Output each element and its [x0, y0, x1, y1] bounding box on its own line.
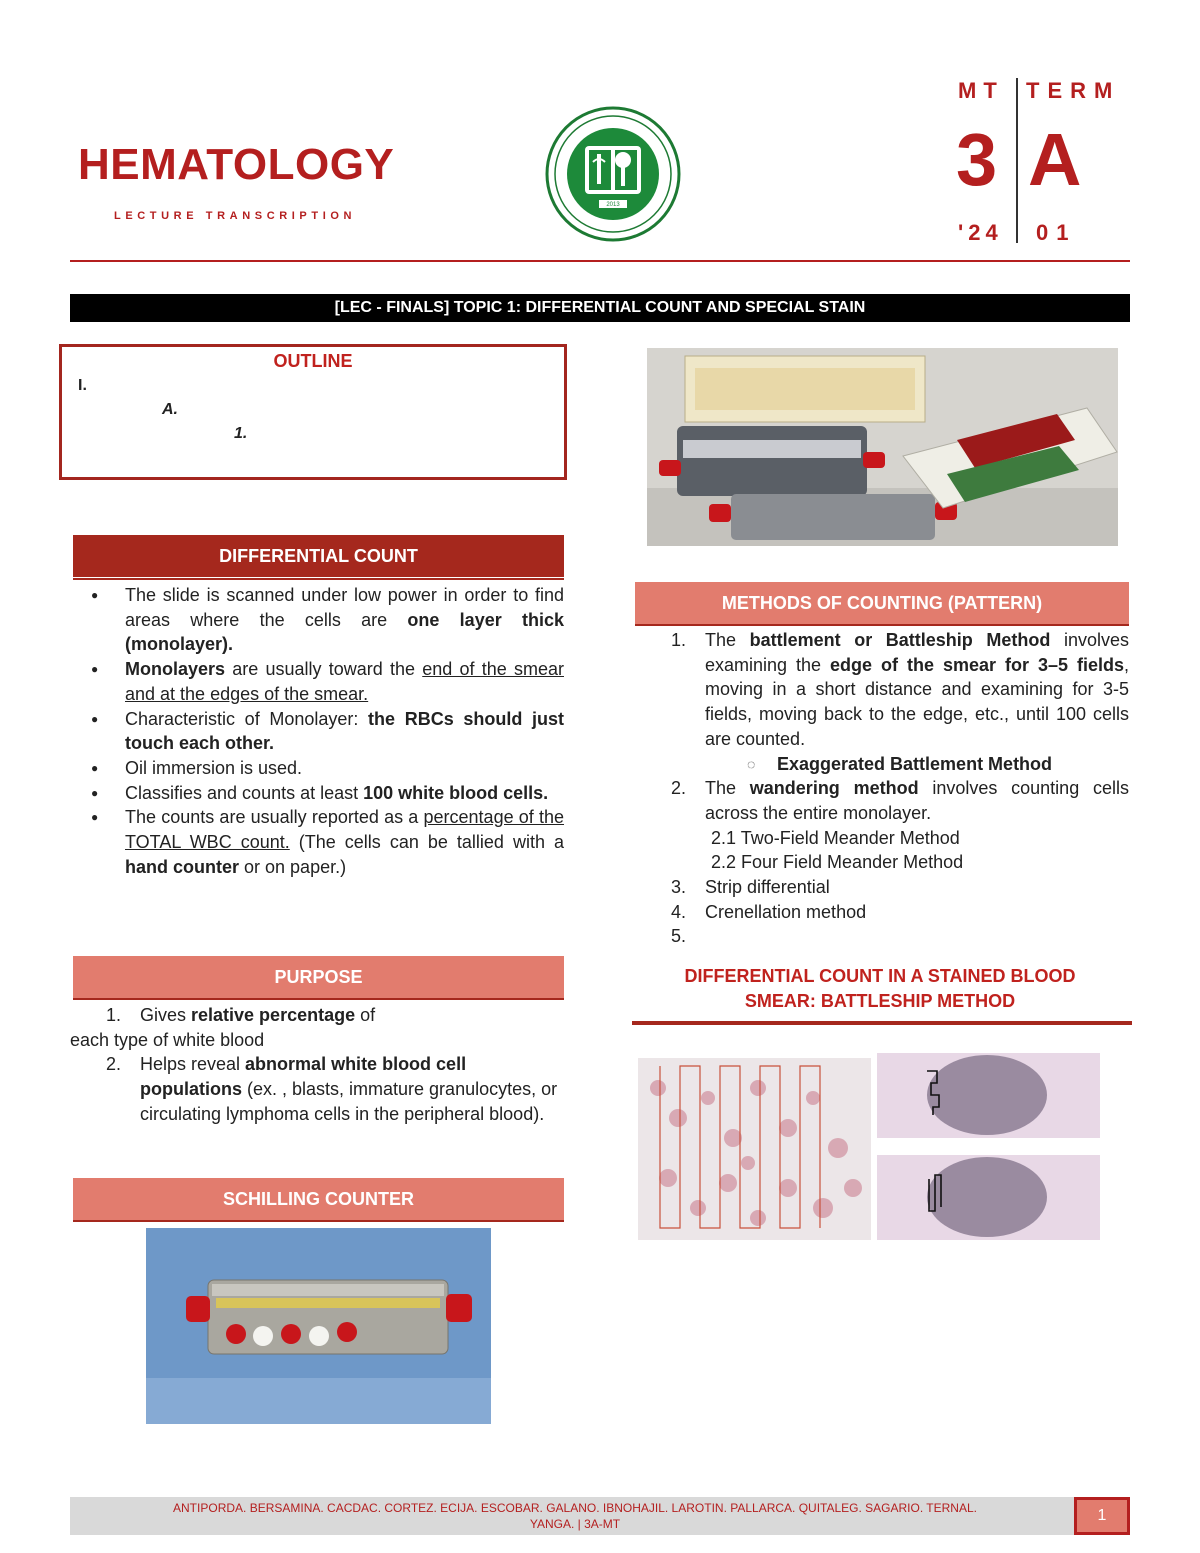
- schilling-counter-photo: [146, 1228, 491, 1424]
- term-number: 01: [1036, 220, 1077, 245]
- svg-text:2013: 2013: [606, 202, 620, 208]
- blood-smear-grid-photo: [638, 1058, 871, 1240]
- list-item: 1. Gives relative percentage of: [106, 1005, 376, 1025]
- list-item: 3. Strip differential: [671, 877, 830, 898]
- mt-label: MT: [958, 78, 1004, 103]
- battleship-method-heading: DIFFERENTIAL COUNT IN A STAINED BLOOD SMEAR: BATTLESHIP METHOD: [684, 966, 1076, 1011]
- methods-of-counting-heading: METHODS OF COUNTING (PATTERN): [635, 582, 1129, 624]
- list-item-continuation: each type of white blood: [70, 1029, 265, 1050]
- authors-line: ANTIPORDA. BERSAMINA. CACDAC. CORTEZ. ECIJA. ESCOBAR. GALANO. IBNOHAJIL. LAROTIN. PALLARCA. QUITALEG. SAGARIO. TERNAL. YANGA. | 3A-MT: [173, 1501, 977, 1531]
- section-rule: [635, 624, 1129, 626]
- outline-box: [59, 344, 567, 480]
- list-item: 1. The battlement or Battleship Method involves examining the edge of the smear for 3–5 fields, moving in a short distance and examining for 3-5 fields, moving back to the edge, etc., until 100 cells are counted.: [671, 630, 1129, 749]
- purpose-heading: PURPOSE: [73, 956, 564, 998]
- list-sub-item: 2.1 Two-Field Meander Method: [711, 827, 960, 848]
- grid-divider: [1016, 78, 1018, 243]
- document-subtitle: LECTURE TRANSCRIPTION: [114, 210, 357, 222]
- section-rule: [73, 578, 564, 580]
- page-footer: [70, 1497, 1130, 1535]
- section-rule: [73, 1220, 564, 1222]
- year-level: 3: [956, 118, 998, 201]
- smear-strip-path-photo: [877, 1155, 1100, 1240]
- document-title: HEMATOLOGY: [78, 140, 395, 189]
- list-sub-item: ◌ Exaggerated Battlement Method: [747, 753, 1053, 774]
- list-item: 5.: [671, 926, 687, 947]
- outline-level-3: 1.: [234, 425, 248, 442]
- list-item: 2. Helps reveal abnormal white blood cell populations (ex. , blasts, immature granulocytes, or circulating lymphoma cells in the peripheral blood).: [106, 1054, 558, 1124]
- list-item: ● The counts are usually reported as a percentage of the TOTAL WBC count. (The cells can be tallied with a hand counter or on paper.): [73, 805, 564, 879]
- list-sub-item: 2.2 Four Field Meander Method: [711, 852, 964, 873]
- outline-level-2: A.: [162, 401, 178, 418]
- page-number: 1: [1074, 1497, 1130, 1535]
- section-letter: A: [1028, 118, 1082, 201]
- differential-count-heading: DIFFERENTIAL COUNT: [73, 535, 564, 577]
- topic-banner: [LEC - FINALS] TOPIC 1: DIFFERENTIAL COUNT AND SPECIAL STAIN: [70, 294, 1130, 322]
- section-rule: [73, 998, 564, 1000]
- outline-level-1: I.: [78, 377, 87, 394]
- list-item: ● Monolayers are usually toward the end of the smear and at the edges of the smear.: [73, 657, 564, 706]
- list-item: 2. The wandering method involves counting cells across the entire monolayer.: [671, 778, 1129, 823]
- list-item: ● Classifies and counts at least 100 white blood cells.: [73, 781, 564, 806]
- batch-year: '24: [958, 220, 1003, 245]
- schilling-counter-heading: SCHILLING COUNTER: [73, 1178, 564, 1220]
- list-item: ● Oil immersion is used.: [73, 756, 564, 781]
- methods-list: [635, 628, 1129, 949]
- purpose-list: [70, 1003, 564, 1127]
- course-code-grid: [952, 78, 1132, 248]
- list-item: ● The slide is scanned under low power in order to find areas where the cells are one layer thick (monolayer).: [73, 583, 564, 657]
- college-seal-icon: [533, 104, 693, 244]
- list-item: ● Characteristic of Monolayer: the RBCs should just touch each other.: [73, 707, 564, 756]
- cell-counters-photo: [647, 348, 1118, 546]
- list-item: 4. Crenellation method: [671, 901, 867, 922]
- differential-count-list: [73, 583, 564, 879]
- smear-battlement-path-photo: [877, 1053, 1100, 1138]
- term-label: TERM: [1026, 78, 1121, 103]
- header-divider: [70, 260, 1130, 262]
- outline-heading: OUTLINE: [273, 351, 353, 371]
- section-rule: [632, 1021, 1132, 1025]
